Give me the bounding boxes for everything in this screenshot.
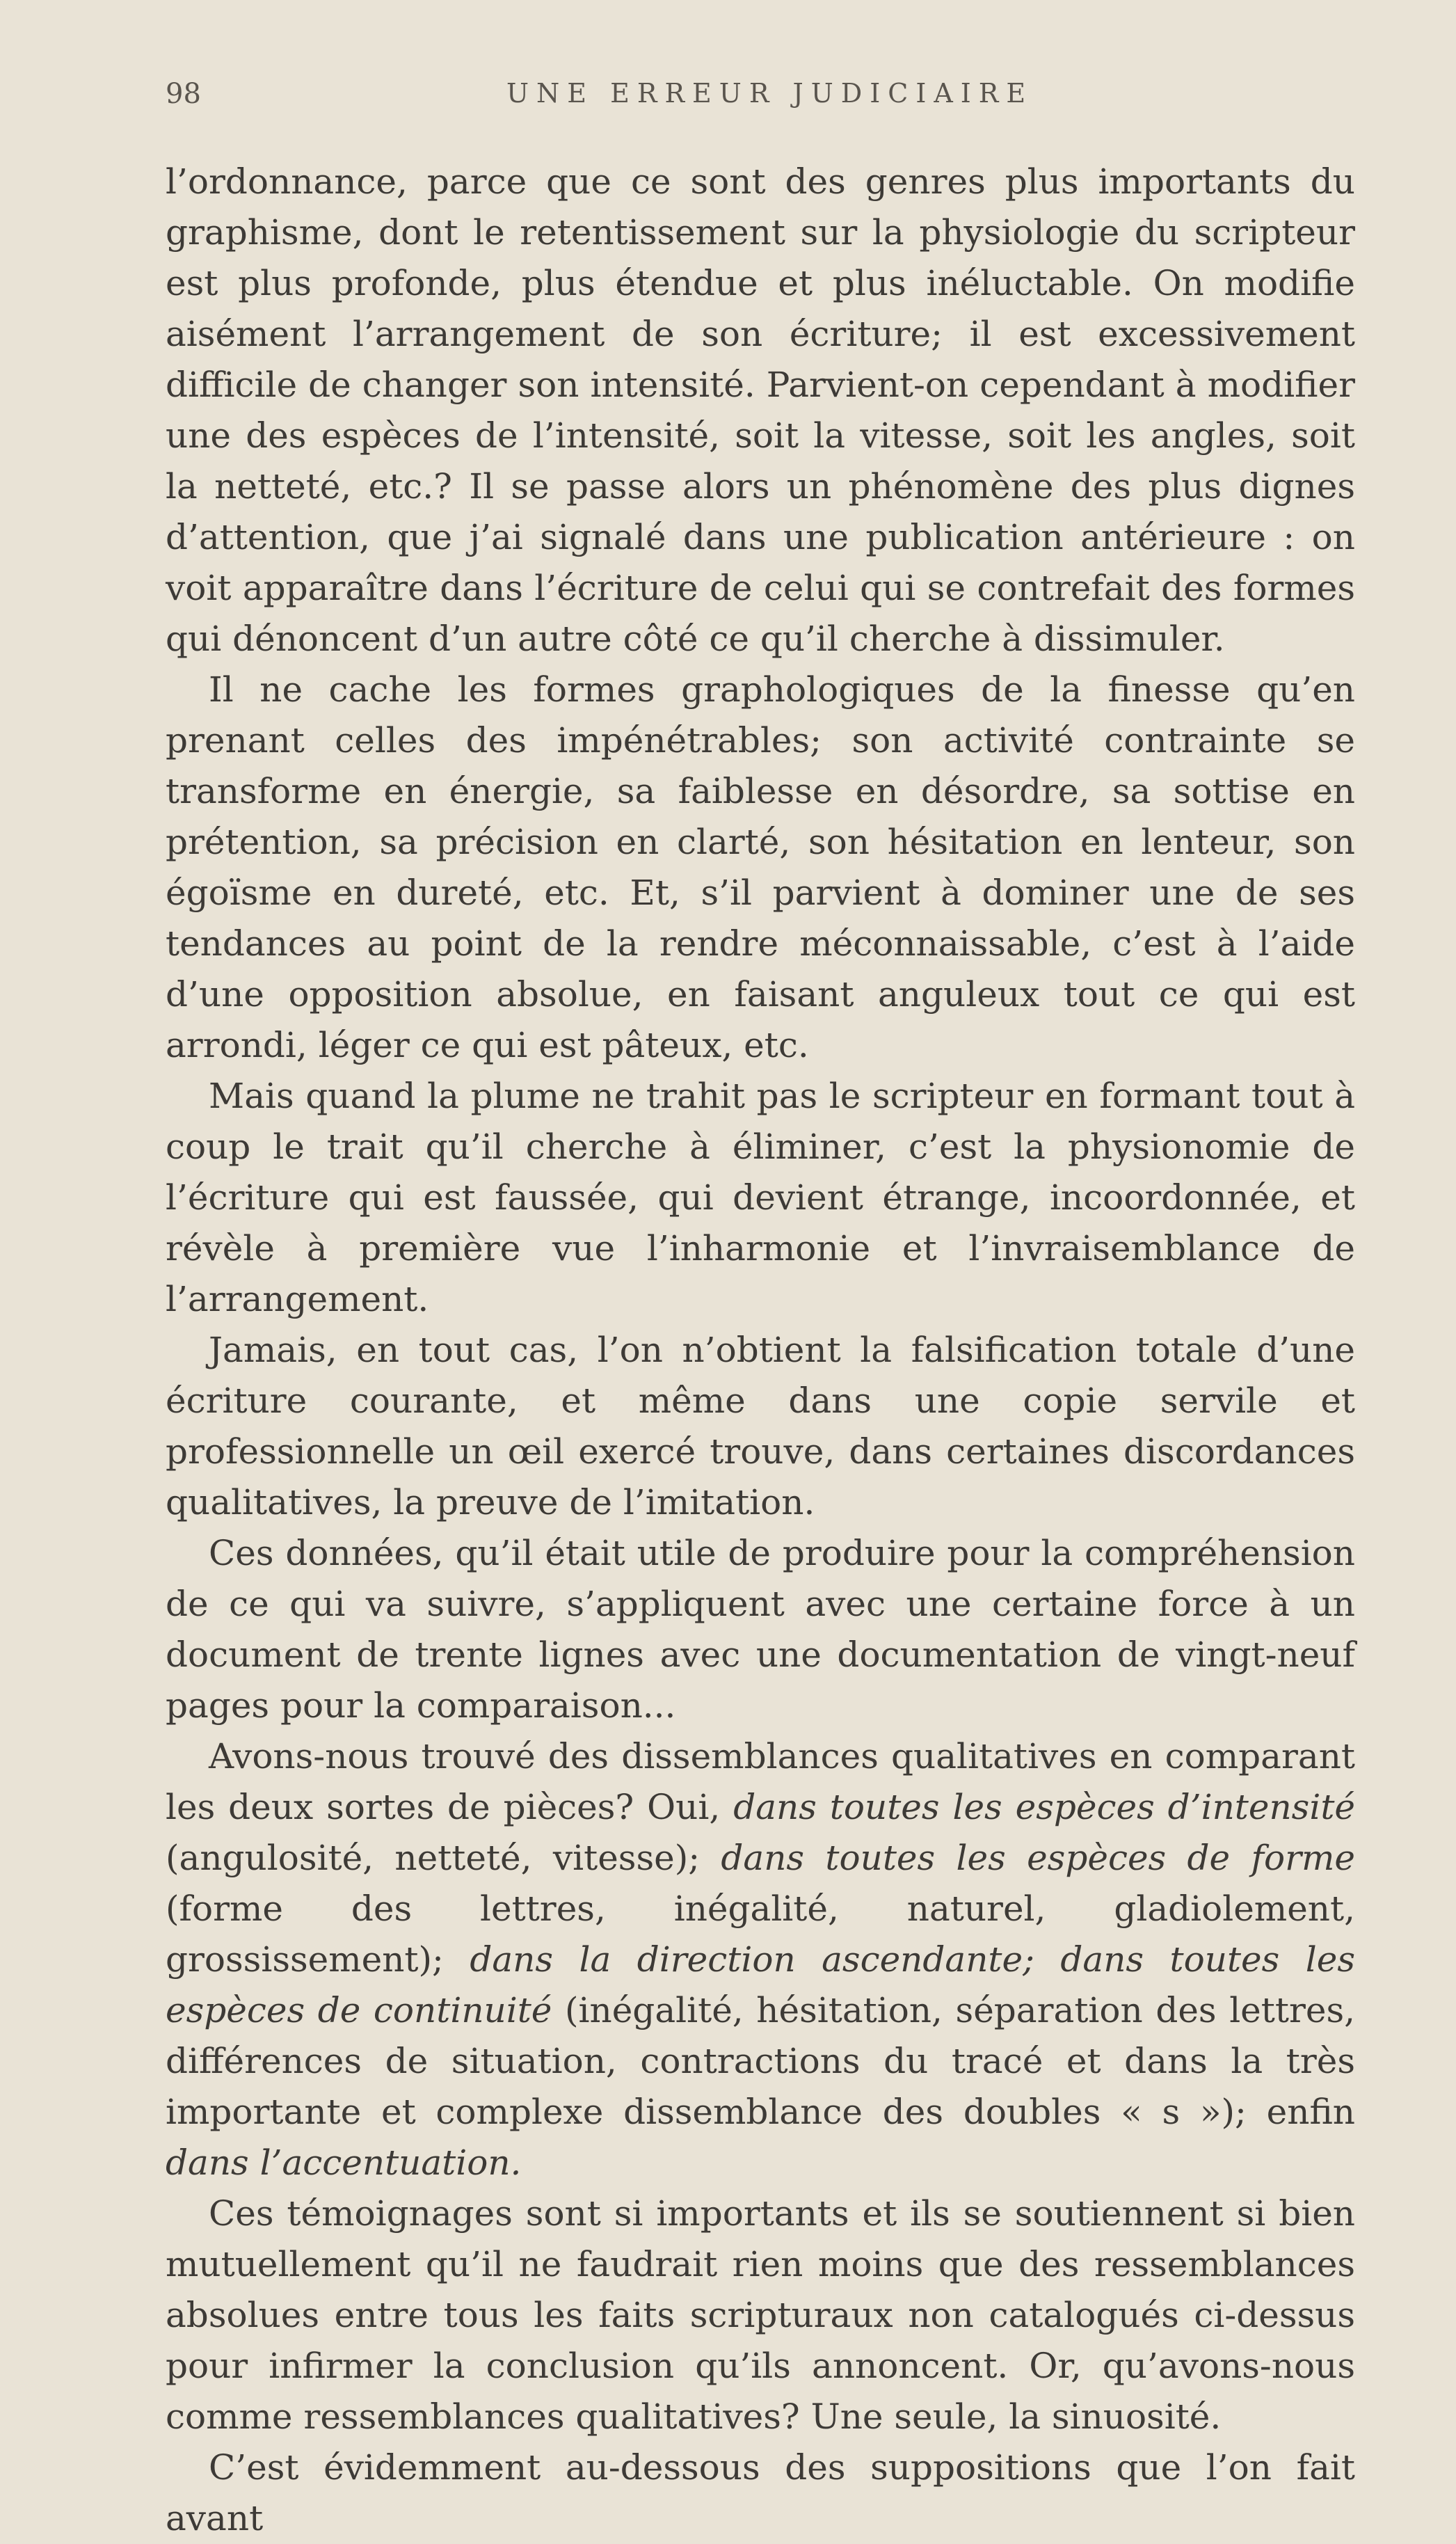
paragraph-5 <box>166 1528 1355 1731</box>
paragraph-3 <box>166 1071 1355 1325</box>
text-segment: (angulosité, netteté, vitesse); <box>166 1838 721 1878</box>
paragraph-1 <box>166 157 1355 665</box>
text-segment: Avons-nous trouvé des dissemblances qualitatives en comparant les deux sortes de pièces? Oui, <box>166 1736 1355 1827</box>
text-segment: Ces données, qu’il était utile de produire pour la compréhension de ce qui va suivre, s’appliquent avec une certaine force à un document de trente lignes avec une documentation de vingt-neuf pages pour la comparaison... <box>166 1533 1355 1726</box>
text-segment: Ces témoignages sont si importants et ils se soutiennent si bien mutuellement qu’il ne faudrait rien moins que des ressemblances absolues entre tous les faits scripturaux non catalogués ci-dessus pour infirmer la conclusion qu’ils annoncent. Or, qu’avons-nous comme ressemblances qualitatives? Une seule, la sinuosité. <box>166 2193 1355 2437</box>
italic-segment: dans la direction ascendante; dans toutes les espèces de continuité <box>166 1939 1355 2030</box>
text-segment: Il ne cache les formes graphologiques de la finesse qu’en prenant celles des impénétrables; son activité contrainte se transforme en énergie, sa faiblesse en désordre, sa sottise en prétention, sa précision en clarté, son hésitation en lenteur, son égoïsme en dureté, etc. Et, s’il parvient à dominer une de ses tendances au point de la rendre méconnaissable, c’est à l’aide d’une opposition absolue, en faisant anguleux tout ce qui est arrondi, léger ce qui est pâteux, etc. <box>166 669 1355 1065</box>
running-title: UNE ERREUR JUDICIAIRE <box>506 78 1034 109</box>
text-segment: Jamais, en tout cas, l’on n’obtient la falsification totale d’une écriture courante, et même dans une copie servile et professionnelle un œil exercé trouve, dans certaines discordances qualitatives, la preuve de l’imitation. <box>166 1330 1355 1523</box>
paragraph-4 <box>166 1325 1355 1528</box>
paragraph-6 <box>166 1731 1355 2188</box>
paragraph-2 <box>166 665 1355 1071</box>
text-segment: l’ordonnance, parce que ce sont des genres plus importants du graphisme, dont le retentissement sur la physiologie du scripteur est plus profonde, plus étendue et plus inéluctable. On modifie aisément l’arrangement de son écriture; il est excessivement difficile de changer son intensité. Parvient-on cependant à modifier une des espèces de l’intensité, soit la vitesse, soit les angles, soit la netteté, etc.? Il se passe alors un phénomène des plus dignes d’attention, que j’ai signalé dans une publication antérieure : on voit apparaître dans l’écriture de celui qui se contrefait des formes qui dénoncent d’un autre côté ce qu’il cherche à dissimuler. <box>166 161 1355 659</box>
text-segment: C’est évidemment au-dessous des suppositions que l’on fait avant <box>166 2447 1355 2538</box>
text-segment: (inégalité, hésitation, séparation des lettres, différences de situation, contractions du tracé et dans la très importante et complexe dissemblance des doubles « s »); enfin <box>166 1990 1356 2132</box>
paragraph-8 <box>166 2442 1355 2544</box>
paragraph-7 <box>166 2188 1355 2442</box>
text-segment: (forme des lettres, inégalité, naturel, gladiolement, grossissement); <box>166 1889 1355 1980</box>
italic-segment: dans toutes les espèces d’intensité <box>733 1787 1355 1827</box>
running-head <box>166 78 1348 120</box>
italic-segment: dans toutes les espèces de forme <box>721 1838 1355 1878</box>
page-number: 98 <box>166 78 201 110</box>
italic-segment: dans l’accentuation. <box>166 2142 522 2183</box>
body-text <box>166 157 1355 2544</box>
text-segment: Mais quand la plume ne trahit pas le scripteur en formant tout à coup le trait qu’il cherche à éliminer, c’est la physionomie de l’écriture qui est faussée, qui devient étrange, incoordonnée, et révèle à première vue l’inharmonie et l’invraisemblance de l’arrangement. <box>166 1076 1355 1319</box>
